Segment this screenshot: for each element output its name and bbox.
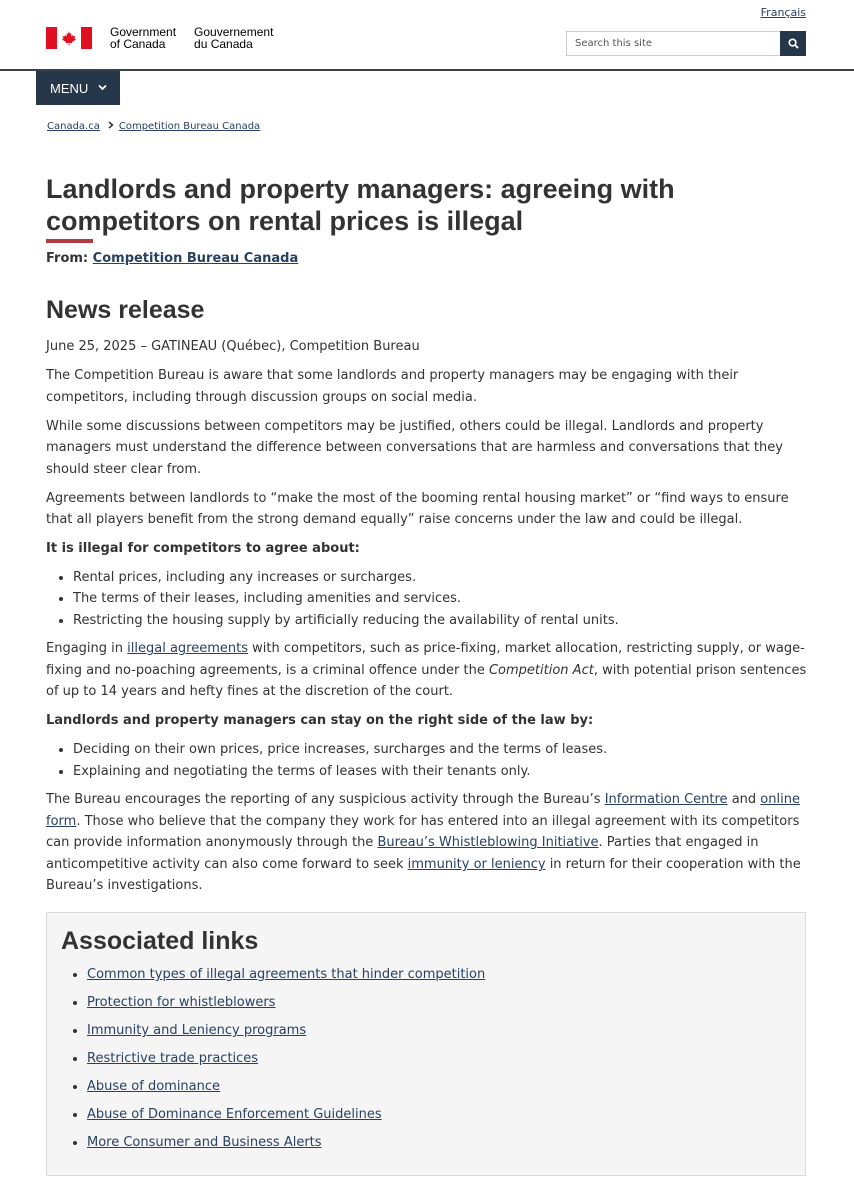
list-item xyxy=(87,1134,791,1151)
gov-fr-line1: Gouvernement xyxy=(194,25,274,39)
breadcrumb-canada-link[interactable]: Canada.ca xyxy=(47,121,100,132)
breadcrumb xyxy=(47,121,260,132)
associated-link[interactable]: Abuse of dominance xyxy=(87,1079,221,1094)
act-name: Competition Act xyxy=(488,662,594,678)
associated-link[interactable]: Abuse of Dominance Enforcement Guidelines xyxy=(87,1107,382,1122)
paragraph-1: The Competition Bureau is aware that some landlords and property managers may be engaging with their competitors, including through discussion groups on social media. xyxy=(46,368,739,405)
associated-links-list xyxy=(87,966,791,1151)
paragraph-3: Agreements between landlords to “make the most of the booming rental housing market” or “find ways to ensure that all players benefit from the strong demand equally” raise concerns under the law and could be illegal. xyxy=(46,490,789,527)
text: , with potential prison sentences of up to 14 years and hefty fines at the discretion of the court. xyxy=(46,662,807,700)
page-title: Landlords and property managers: agreeing with competitors on rental prices is illegal xyxy=(46,174,675,236)
government-wordmark xyxy=(110,26,291,50)
online-form-link[interactable]: online form xyxy=(46,792,800,829)
from-label: From: xyxy=(46,251,93,266)
canada-flag-icon xyxy=(46,27,92,49)
associated-link[interactable]: Restrictive trade practices xyxy=(87,1051,259,1066)
search-input[interactable] xyxy=(566,31,780,56)
associated-links-title: Associated links xyxy=(61,927,259,955)
text: . Parties that engaged in anticompetitive activity can also come forward to seek xyxy=(46,835,759,872)
menu-button[interactable] xyxy=(36,71,120,105)
language-toggle-link[interactable]: Français xyxy=(760,6,806,19)
illegal-agreements-link[interactable]: illegal agreements xyxy=(127,641,248,657)
paragraph-5 xyxy=(46,789,808,897)
law-heading: Landlords and property managers can stay on the right side of the law by: xyxy=(46,713,594,729)
associated-link[interactable]: More Consumer and Business Alerts xyxy=(87,1135,322,1150)
search-button[interactable] xyxy=(780,31,806,56)
list-item: • Restricting the housing supply by artificially reducing the availability of rental units. xyxy=(73,610,808,631)
paragraph-2: While some discussions between competitors may be justified, others could be illegal. Landlords and property managers must understand the difference between conversations that are harmless and conversations that they should steer clear from. xyxy=(46,418,783,477)
list-item xyxy=(87,994,791,1011)
government-signature[interactable] xyxy=(46,26,291,50)
title-underline xyxy=(46,239,93,243)
gov-en-line2: of Canada xyxy=(110,37,166,51)
text: and xyxy=(727,792,761,808)
list-item: • The terms of their leases, including amenities and services. xyxy=(73,588,808,609)
illegal-heading: It is illegal for competitors to agree about: xyxy=(46,541,360,556)
site-search xyxy=(566,31,806,56)
associated-links-panel xyxy=(46,912,806,1176)
whistleblowing-link[interactable]: Bureau’s Whistleblowing Initiative xyxy=(377,835,599,851)
search-icon xyxy=(788,38,799,49)
list-item xyxy=(87,1106,791,1123)
gov-fr-line2: du Canada xyxy=(194,37,253,51)
illegal-list xyxy=(73,567,808,631)
text: The Bureau encourages the reporting of any suspicious activity through the Bureau’s xyxy=(46,792,605,808)
from-link[interactable]: Competition Bureau Canada xyxy=(92,251,299,266)
associated-link[interactable]: Common types of illegal agreements that hinder competition xyxy=(87,967,486,982)
immunity-leniency-link[interactable]: immunity or leniency xyxy=(407,856,546,872)
paragraph-4 xyxy=(46,638,808,703)
text: Engaging in xyxy=(46,641,128,657)
dateline: June 25, 2025 – GATINEAU (Québec), Competition Bureau xyxy=(46,339,420,354)
menu-label: MENU xyxy=(50,80,89,96)
breadcrumb-competition-bureau-link[interactable]: Competition Bureau Canada xyxy=(118,121,261,132)
list-item: • Deciding on their own prices, price increases, surcharges and the terms of leases. xyxy=(73,739,808,760)
associated-link[interactable]: Immunity and Leniency programs xyxy=(87,1023,307,1038)
law-list xyxy=(73,739,808,782)
header-divider xyxy=(0,69,854,71)
list-item xyxy=(87,1078,791,1095)
list-item: • Rental prices, including any increases or surcharges. xyxy=(73,567,808,588)
news-release-body xyxy=(46,336,808,904)
from-line xyxy=(46,251,298,266)
chevron-right-icon xyxy=(108,121,114,132)
list-item xyxy=(87,966,791,983)
text: . Those who believe that the company they work for has entered into an illegal agreement with its competitors can provide information anonymously through the xyxy=(46,813,800,851)
information-centre-link[interactable]: Information Centre xyxy=(604,792,728,808)
text: in return for their cooperation with the Bureau’s investigations. xyxy=(46,856,801,894)
chevron-down-icon xyxy=(98,83,107,94)
list-item: • Explaining and negotiating the terms of leases with their tenants only. xyxy=(73,761,808,782)
gov-en-line1: Government xyxy=(110,25,177,39)
text: with competitors, such as price-fixing, market allocation, restricting supply, or wage-fixing and no-poaching agreements, is a criminal offence under the xyxy=(46,641,805,678)
associated-link[interactable]: Protection for whistleblowers xyxy=(87,995,276,1010)
section-title: News release xyxy=(46,296,205,324)
list-item xyxy=(87,1022,791,1039)
list-item xyxy=(87,1050,791,1067)
